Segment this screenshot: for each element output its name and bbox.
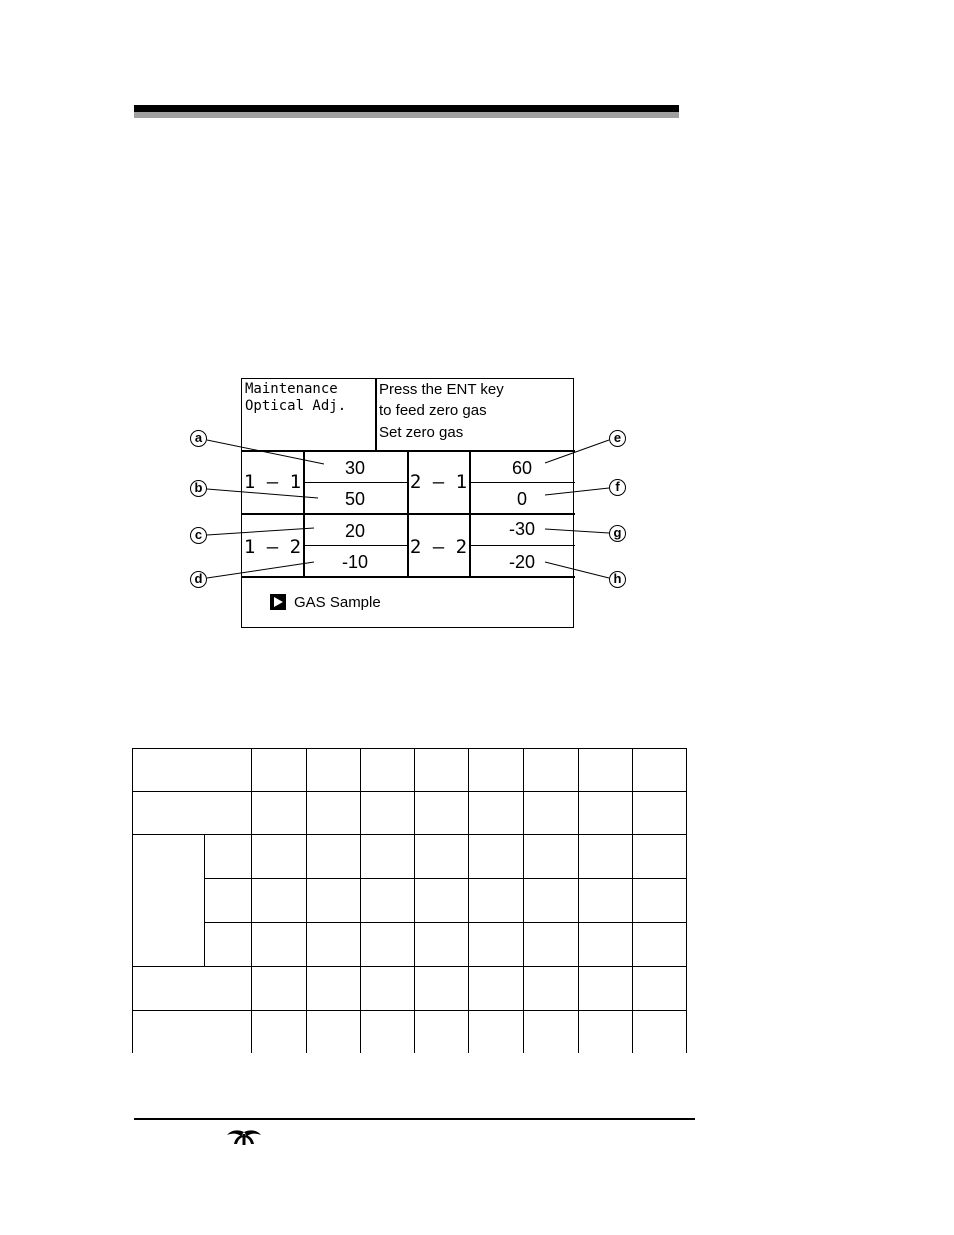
lcd-title-line2: Optical Adj. — [245, 398, 347, 414]
callout-a: a — [190, 430, 207, 447]
group-label-2-2: 2 — 2 — [409, 536, 468, 558]
group-label-2-1: 2 — 1 — [409, 471, 468, 493]
callout-d: d — [190, 571, 207, 588]
value-a: 30 — [344, 458, 366, 478]
group-label-1-1: 1 — 1 — [243, 471, 302, 493]
callout-b: b — [190, 480, 207, 497]
value-f: 0 — [516, 489, 527, 509]
status-text: GAS Sample — [294, 594, 381, 611]
lcd-message-line2: to feed zero gas — [379, 402, 487, 419]
lcd-message-line3: Set zero gas — [379, 424, 464, 441]
blank-data-table — [132, 748, 687, 1053]
value-c: 20 — [344, 521, 366, 541]
group-label-1-2: 1 — 2 — [243, 536, 302, 558]
value-b: 50 — [344, 489, 366, 509]
value-h: -20 — [508, 552, 535, 572]
callout-e: e — [609, 430, 626, 447]
lcd-title-line1: Maintenance — [245, 381, 338, 397]
value-e: 60 — [511, 458, 533, 478]
lcd-message-line1: Press the ENT key — [379, 381, 504, 398]
value-g: -30 — [508, 519, 535, 539]
value-d: -10 — [341, 552, 368, 572]
callout-c: c — [190, 527, 207, 544]
callout-f: f — [609, 479, 626, 496]
footer-rule — [134, 1118, 695, 1120]
callout-g: g — [609, 525, 626, 542]
teledyne-logo-icon — [226, 1128, 262, 1146]
callout-h: h — [609, 571, 626, 588]
